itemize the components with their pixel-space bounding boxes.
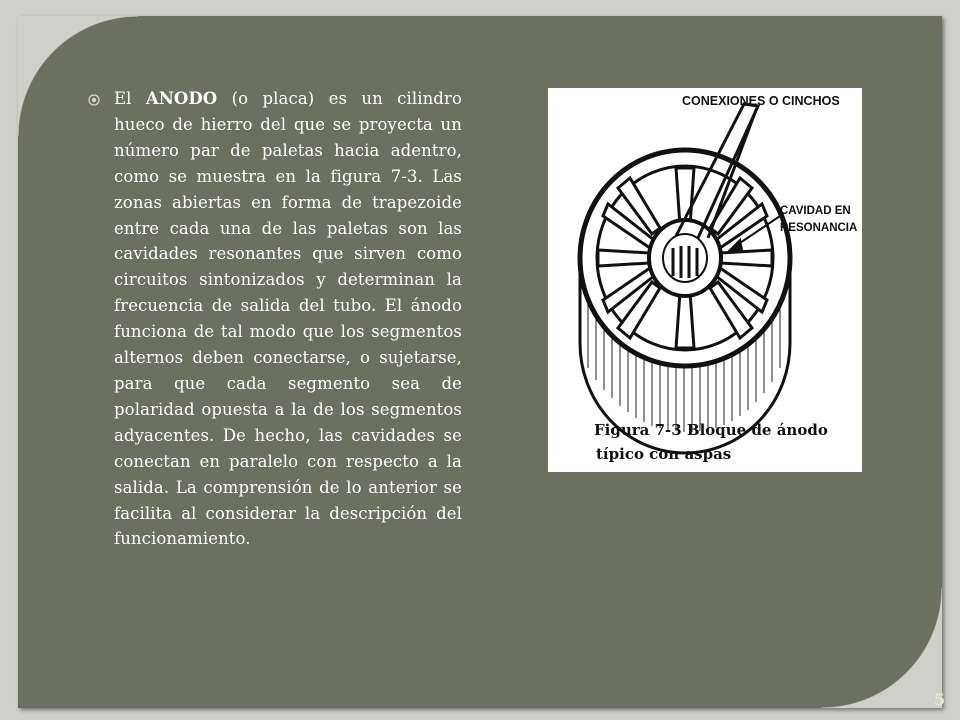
caption-line1: Figura 7-3 Bloque de ánodo (594, 421, 828, 439)
label-cavity (780, 203, 857, 237)
body-paragraph (114, 86, 462, 552)
figure-caption (594, 418, 854, 466)
paragraph-prefix: El (114, 89, 146, 108)
label-connections: CONEXIONES O CINCHOS (682, 94, 840, 108)
label-cavity-line1: CAVIDAD EN (780, 205, 851, 217)
anode-figure (548, 88, 862, 472)
paragraph-bold-term: ANODO (145, 89, 218, 108)
anode-block-drawing (548, 88, 862, 472)
slide-corner-bottom-right (822, 588, 942, 708)
caption-line2: típico con aspas (596, 445, 732, 463)
paragraph-text: (o placa) es un cilindro hueco de hierro del que se proyecta un número par de paletas hacia adentro, como se muestra en la figura 7-3. Las zonas abiertas en forma de trapezoide entre cada una de las paletas son las cavidades resonantes que sirven como circuitos sintonizados y determinan la frecuencia de salida del tubo. El ánodo funciona de tal modo que los segmentos alternos deben conectarse, o sujetarse, para que cada segmento sea de polaridad opuesta a la de los segmentos adyacentes. De hecho, las cavidades se conectan en paralelo con respecto a la salida. La comprensión de lo anterior se facilita al considerar la descripción del funcionamiento. (114, 89, 462, 549)
page-number: 5 (934, 690, 946, 709)
target-bullet-icon (88, 94, 100, 108)
label-cavity-line2: RESONANCIA (780, 222, 858, 234)
